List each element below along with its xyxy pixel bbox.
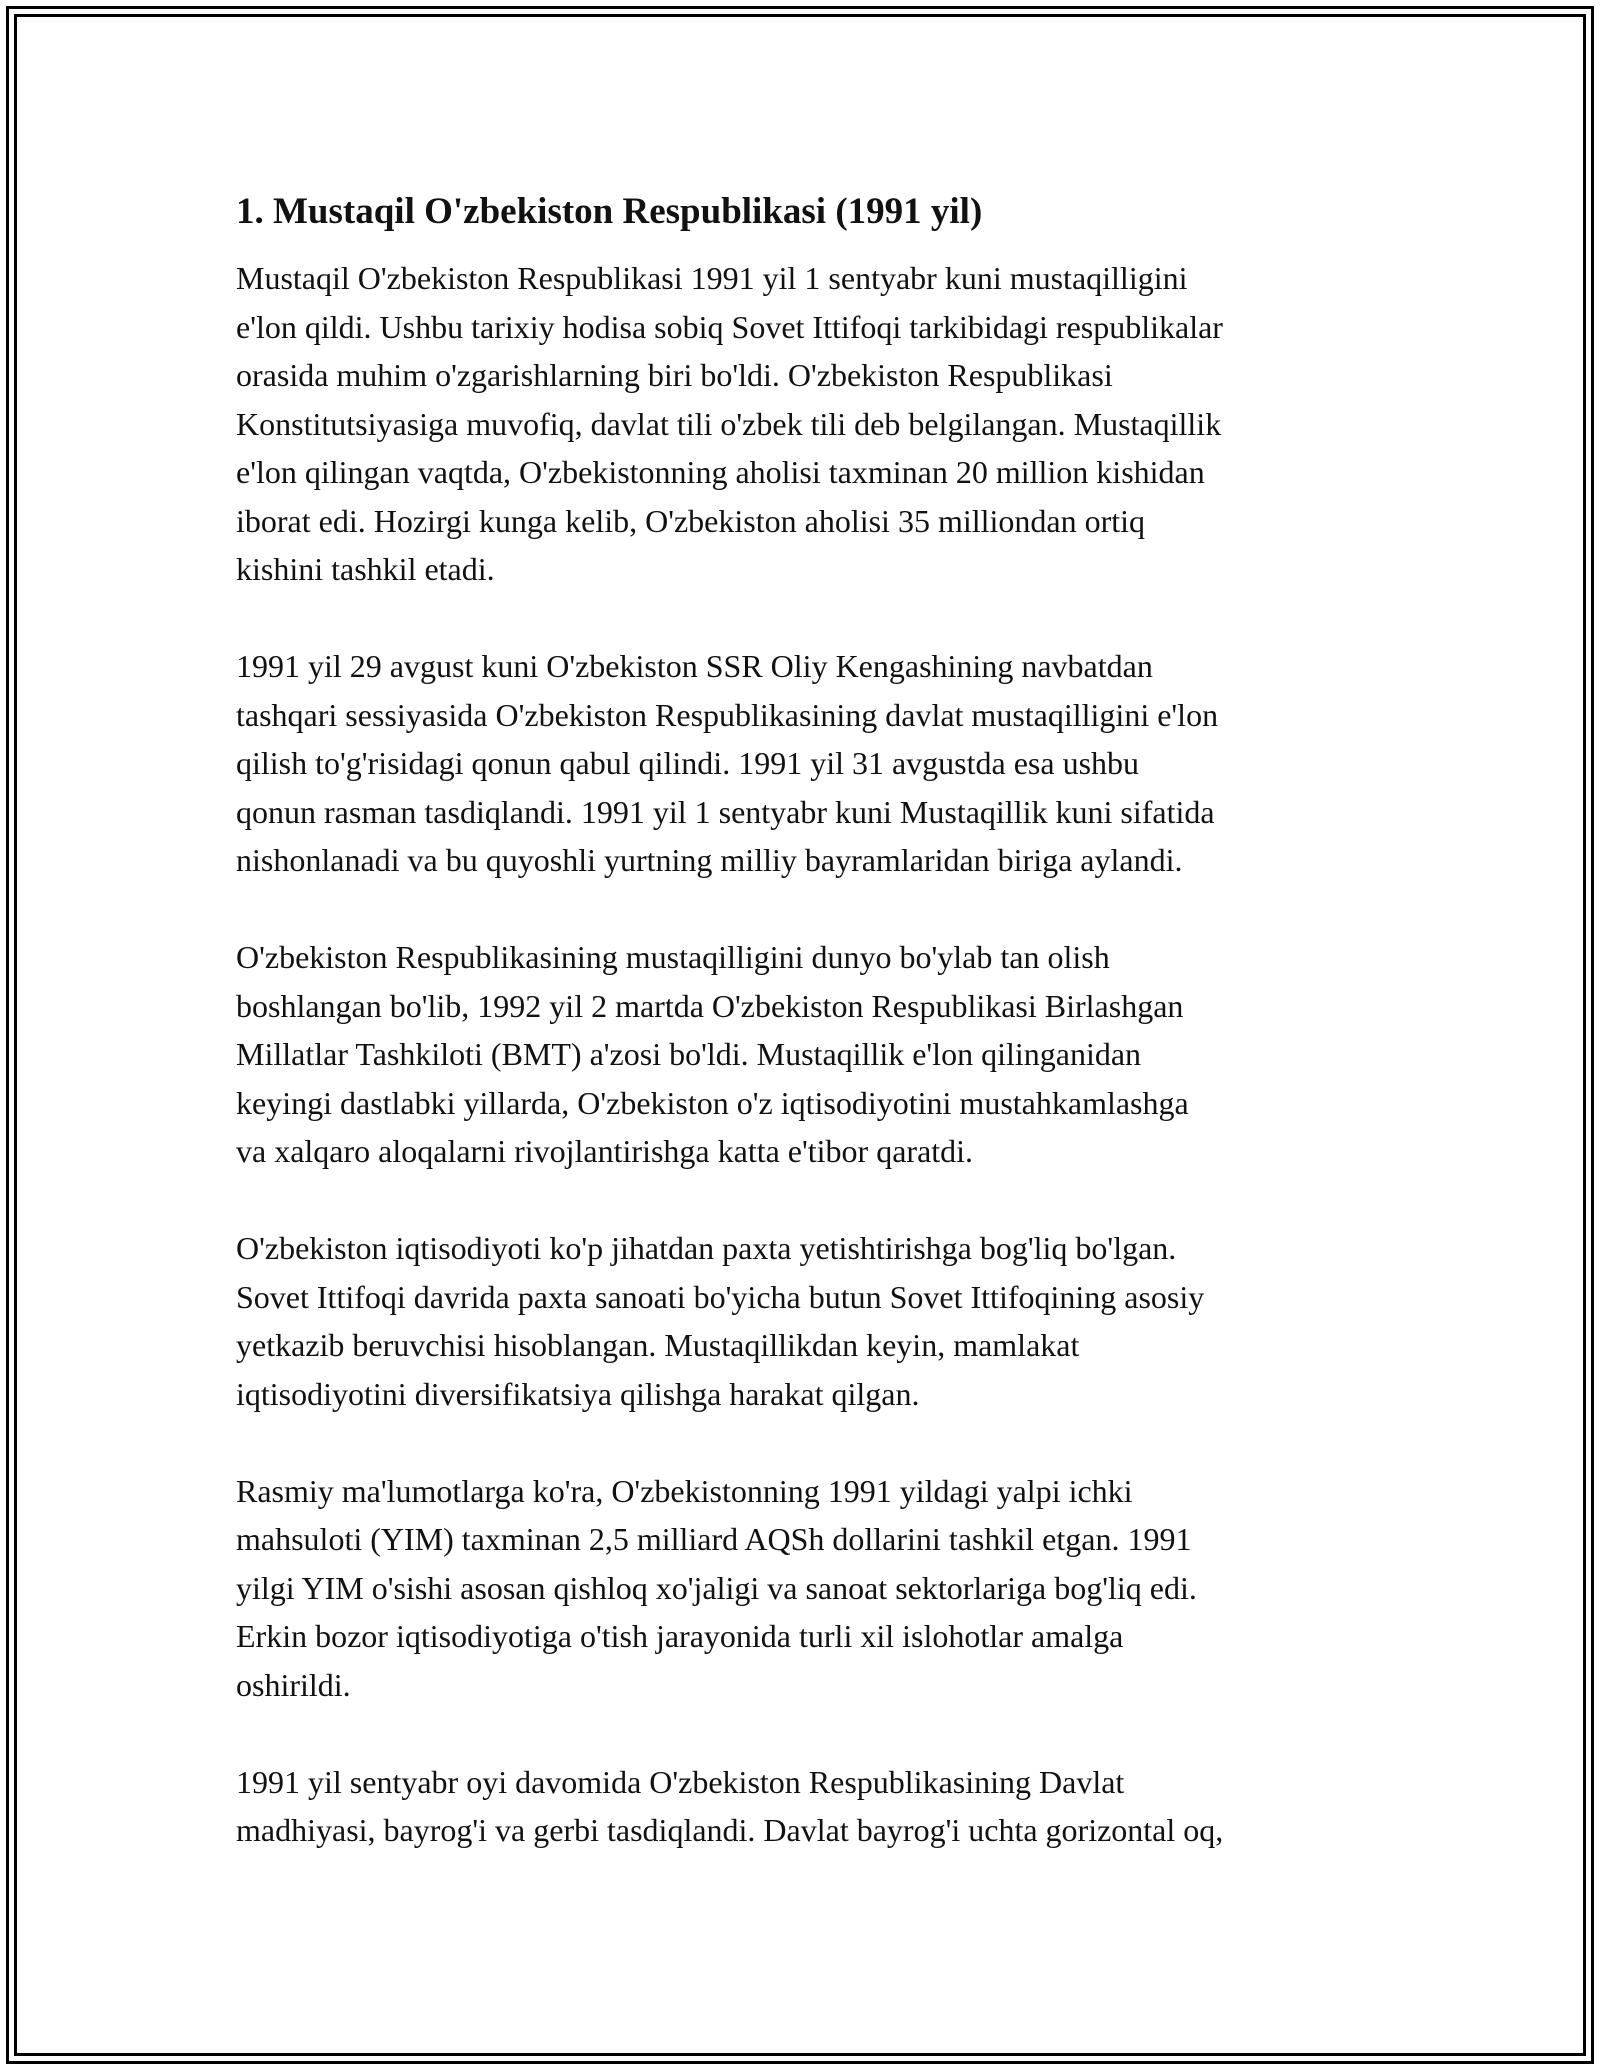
paragraph-state-symbols bbox=[236, 1758, 1376, 1855]
text-line: Rasmiy ma'lumotlarga ko'ra, O'zbekistonning 1991 yildagi yalpi ichki bbox=[236, 1472, 1133, 1509]
paragraph-independence-declaration bbox=[236, 254, 1376, 594]
text-line: 1991 yil sentyabr oyi davomida O'zbekiston Respublikasining Davlat bbox=[236, 1763, 1125, 1800]
text-line: orasida muhim o'zgarishlarning biri bo'ldi. O'zbekiston Respublikasi bbox=[236, 357, 1113, 393]
text-line: kishini tashkil etadi. bbox=[236, 551, 495, 587]
text-line: Mustaqil O'zbekiston Respublikasi 1991 yil 1 sentyabr kuni mustaqilligini bbox=[236, 260, 1188, 296]
text-line: mahsuloti (YIM) taxminan 2,5 milliard AQSh dollarini tashkil etgan. 1991 bbox=[236, 1521, 1192, 1557]
text-line: madhiyasi, bayrog'i va gerbi tasdiqlandi. Davlat bayrog'i uchta gorizontal oq, bbox=[236, 1812, 1224, 1848]
text-line: boshlangan bo'lib, 1992 yil 2 martda O'zbekiston Respublikasi Birlashgan bbox=[236, 987, 1184, 1024]
paragraph-gdp bbox=[236, 1467, 1376, 1710]
document-title: 1. Mustaqil O'zbekiston Respublikasi (1991 yil) bbox=[236, 191, 983, 232]
text-line: Erkin bozor iqtisodiyotiga o'tish jarayonida turli xil islohotlar amalga bbox=[236, 1618, 1124, 1654]
text-line: nishonlanadi va bu quyoshli yurtning milliy bayramlaridan biriga aylandi. bbox=[236, 842, 1183, 878]
text-line: Sovet Ittifoqi davrida paxta sanoati bo'yicha butun Sovet Ittifoqining asosiy bbox=[236, 1278, 1205, 1315]
paragraph-economy-cotton bbox=[236, 1224, 1376, 1418]
text-line: qonun rasman tasdiqlandi. 1991 yil 1 sentyabr kuni Mustaqillik kuni sifatida bbox=[236, 793, 1215, 830]
text-line: O'zbekiston Respublikasining mustaqilligini dunyo bo'ylab tan olish bbox=[236, 939, 1110, 975]
text-line: va xalqaro aloqalarni rivojlantirishga katta e'tibor qaratdi. bbox=[236, 1133, 974, 1169]
text-line: Konstitutsiyasiga muvofiq, davlat tili o'zbek tili deb belgilangan. Mustaqillik bbox=[236, 405, 1222, 442]
paragraph-international-recognition bbox=[236, 933, 1376, 1176]
text-line: qilish to'g'risidagi qonun qabul qilindi. 1991 yil 31 avgustda esa ushbu bbox=[236, 745, 1140, 781]
document-body bbox=[236, 186, 1376, 1903]
text-line: iborat edi. Hozirgi kunga kelib, O'zbekiston aholisi 35 milliondan ortiq bbox=[236, 502, 1146, 539]
text-line: iqtisodiyotini diversifikatsiya qilishga harakat qilgan. bbox=[236, 1375, 920, 1412]
text-line: e'lon qilingan vaqtda, O'zbekistonning aholisi taxminan 20 million kishidan bbox=[236, 454, 1205, 490]
text-line: oshirildi. bbox=[236, 1666, 351, 1703]
text-line: yilgi YIM o'sishi asosan qishloq xo'jaligi va sanoat sektorlariga bog'liq edi. bbox=[236, 1569, 1197, 1606]
text-line: keyingi dastlabki yillarda, O'zbekiston o'z iqtisodiyotini mustahkamlashga bbox=[236, 1084, 1189, 1121]
text-line: 1991 yil 29 avgust kuni O'zbekiston SSR Oliy Kengashining navbatdan bbox=[236, 648, 1153, 684]
text-line: tashqari sessiyasida O'zbekiston Respublikasining davlat mustaqilligini e'lon bbox=[236, 696, 1219, 733]
text-line: O'zbekiston iqtisodiyoti ko'p jihatdan paxta yetishtirishga bog'liq bo'lgan. bbox=[236, 1230, 1177, 1266]
text-line: e'lon qildi. Ushbu tarixiy hodisa sobiq Sovet Ittifoqi tarkibidagi respublikalar bbox=[236, 308, 1223, 345]
text-line: yetkazib beruvchisi hisoblangan. Mustaqillikdan keyin, mamlakat bbox=[236, 1327, 1080, 1363]
text-line: Millatlar Tashkiloti (BMT) a'zosi bo'ldi. Mustaqillik e'lon qilinganidan bbox=[236, 1036, 1142, 1072]
paragraph-independence-law bbox=[236, 642, 1376, 885]
